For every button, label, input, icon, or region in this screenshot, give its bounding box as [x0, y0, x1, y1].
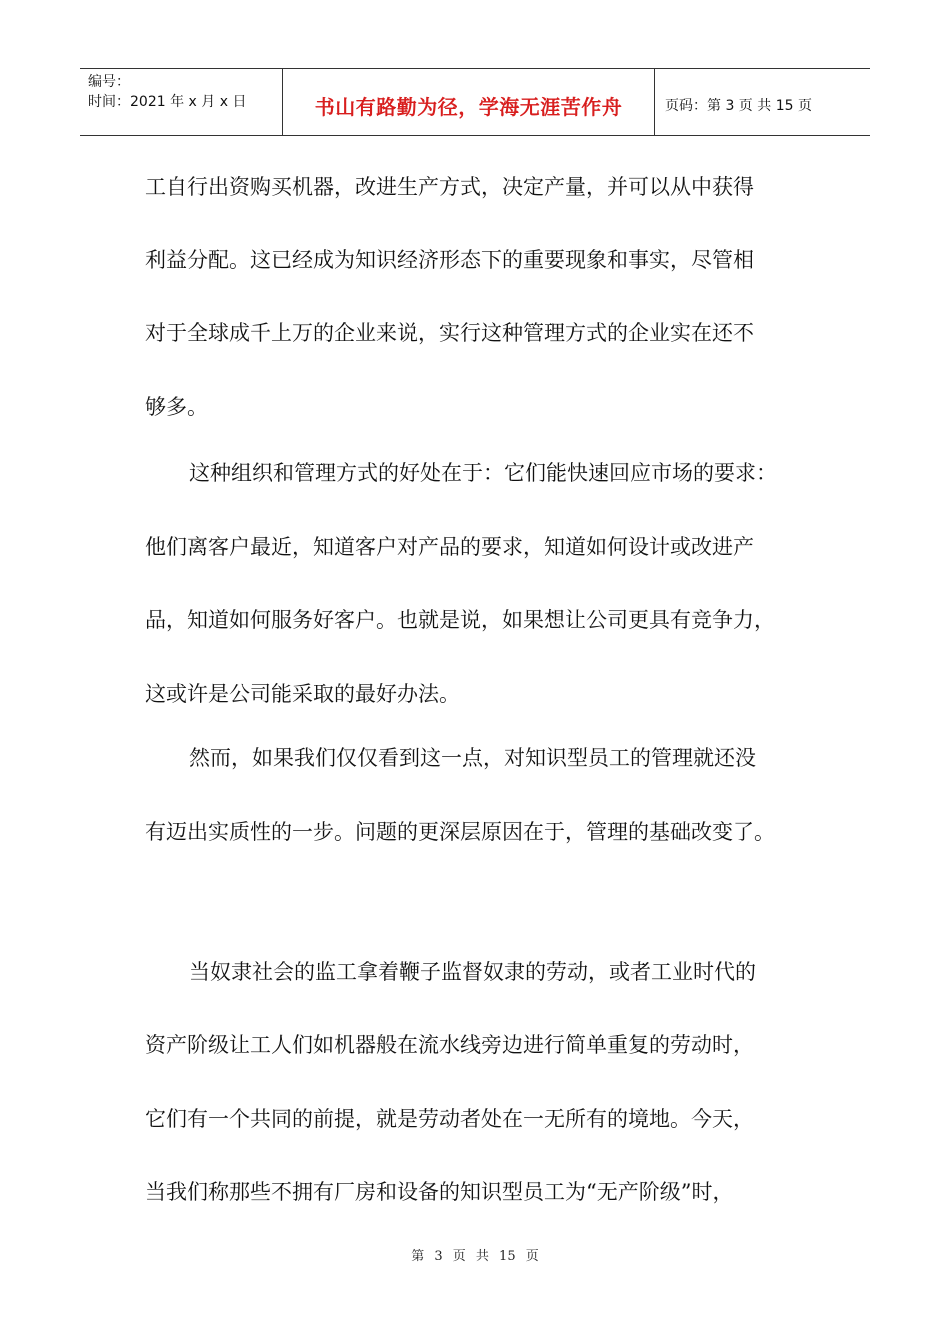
text-line: 资产阶级让工人们如机器般在流水线旁边进行简单重复的劳动时，	[145, 1033, 754, 1057]
text-line: 然而，如果我们仅仅看到这一点，对知识型员工的管理就还没	[189, 746, 756, 770]
text-line: 品，知道如何服务好客户。也就是说，如果想让公司更具有竞争力，	[145, 608, 775, 632]
text-line: 当我们称那些不拥有厂房和设备的知识型员工为“无产阶级”时，	[145, 1180, 734, 1204]
header-motto: 书山有路勤为径，学海无涯苦作舟	[283, 69, 655, 135]
text-line: 这或许是公司能采取的最好办法。	[145, 682, 460, 706]
time-label: 时间：2021 年 x 月 x 日	[88, 94, 247, 110]
text-line: 利益分配。这已经成为知识经济形态下的重要现象和事实，尽管相	[145, 248, 754, 272]
text-line: 当奴隶社会的监工拿着鞭子监督奴隶的劳动，或者工业时代的	[189, 960, 756, 984]
text-line: 够多。	[145, 395, 208, 419]
text-line: 工自行出资购买机器，改进生产方式，决定产量，并可以从中获得	[145, 175, 754, 199]
page-header	[80, 68, 870, 136]
text-line: 他们离客户最近，知道客户对产品的要求，知道如何设计或改进产	[145, 535, 754, 559]
text-line: 它们有一个共同的前提，就是劳动者处在一无所有的境地。今天，	[145, 1107, 754, 1131]
number-label: 编号：	[88, 74, 130, 90]
text-line: 这种组织和管理方式的好处在于：它们能快速回应市场的要求：	[189, 461, 777, 485]
text-line: 有迈出实质性的一步。问题的更深层原因在于，管理的基础改变了。	[145, 820, 775, 844]
page-footer: 第 3 页 共 15 页	[411, 1249, 539, 1264]
text-line: 对于全球成千上万的企业来说，实行这种管理方式的企业实在还不	[145, 321, 754, 345]
header-meta	[80, 69, 283, 135]
header-page-info: 页码：第 3 页 共 15 页	[665, 98, 812, 114]
